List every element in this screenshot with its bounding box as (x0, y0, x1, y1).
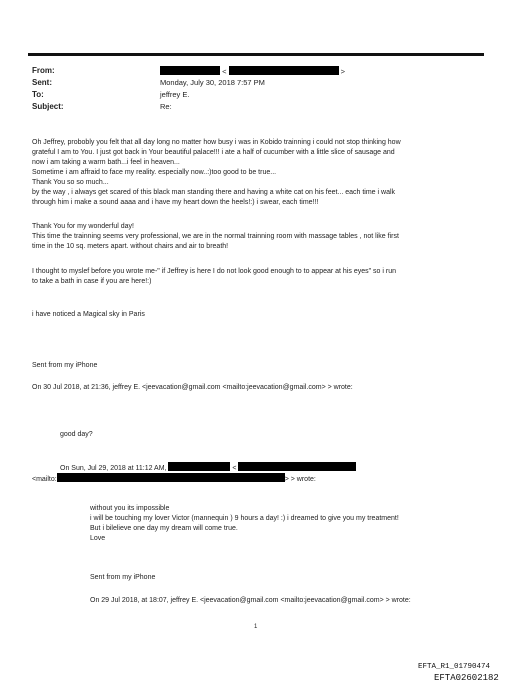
quote-lt: < (232, 465, 237, 472)
quoted-line: Love (90, 535, 106, 542)
quoted-line: But i bilelieve one day my dream will come true. (90, 525, 238, 532)
quote-header: On 30 Jul 2018, at 21:36, jeffrey E. <jeevacation@gmail.com <mailto:jeevacation@gmail.com> > wrote: (32, 384, 353, 391)
from-value (160, 66, 345, 77)
quote-header: On 29 Jul 2018, at 18:07, jeffrey E. <jeevacation@gmail.com <mailto:jeevacation@gmail.com> > wrote: (90, 597, 411, 604)
body-line: i have noticed a Magical sky in Paris (32, 311, 145, 318)
quoted-line: without you its impossible (90, 505, 170, 512)
redaction-bar (229, 66, 339, 75)
quote-mailto: <mailto: (32, 476, 57, 483)
subject-label: Subject: (32, 102, 64, 111)
body-line: Thank You so so much... (32, 179, 109, 186)
redaction-bar (57, 473, 285, 482)
quoted-line: i will be touching my lover Victor (mannequin ) 9 hours a day! :) i dreamed to give you my treatment! (90, 515, 399, 522)
body-line: Oh Jeffrey, probobly you felt that all day long no matter how busy i was in Kobido trainning i could not stop thinking how (32, 139, 401, 146)
bates-stamp-r1: EFTA_R1_01790474 (418, 663, 491, 671)
from-lt: < (222, 67, 227, 76)
sent-label: Sent: (32, 78, 52, 87)
redaction-bar (238, 462, 356, 471)
redaction-bar (168, 462, 230, 471)
redaction-bar (160, 66, 220, 75)
quoted-line: good day? (60, 431, 93, 438)
body-line: through him i make a sound aaaa and i have my heart down the heels!:) i swear, each time!!! (32, 199, 319, 206)
body-line: to take a bath in case if you are here!:) (32, 278, 152, 285)
sent-value: Monday, July 30, 2018 7:57 PM (160, 78, 265, 87)
body-line: I thought to myslef before you wrote me-" if Jeffrey is here I do not look good enough to to appear at his eyes" so i run (32, 268, 396, 275)
body-line: by the way , i always get scared of this black man standing there and having a white cat on his feet... each time i walk (32, 189, 396, 196)
signature-sent-from: Sent from my iPhone (90, 574, 156, 581)
subject-value: Re: (160, 102, 172, 111)
signature-sent-from: Sent from my iPhone (32, 362, 98, 369)
from-gt: > (340, 67, 346, 76)
from-label: From: (32, 66, 55, 75)
header-rule (28, 53, 484, 56)
page-number: 1 (254, 624, 258, 630)
body-line: time in the 10 sq. meters apart. without chairs and air to breath! (32, 243, 229, 250)
body-line: This time the trainning seems very professional, we are in the normal trainning room with massage tables , not like first (32, 233, 399, 240)
body-line: grateful I am to You. I just got back in Your beautiful palace!!! i ate a half of cucumber with a little slice of sausage and (32, 149, 395, 156)
to-value: jeffrey E. (160, 90, 190, 99)
body-line: Sometime i am affraid to face my reality. especially now..:)too good to be true... (32, 169, 277, 176)
quote-wrote: > > wrote: (284, 476, 316, 483)
quote-on: On Sun, Jul 29, 2018 at 11:12 AM, (60, 465, 167, 472)
to-label: To: (32, 90, 44, 99)
body-line: now i am taking a warm bath...i feel in heaven... (32, 159, 180, 166)
quote-header-cont (32, 473, 316, 485)
bates-stamp: EFTA02602182 (434, 673, 499, 683)
body-line: Thank You for my wonderful day! (32, 223, 134, 230)
